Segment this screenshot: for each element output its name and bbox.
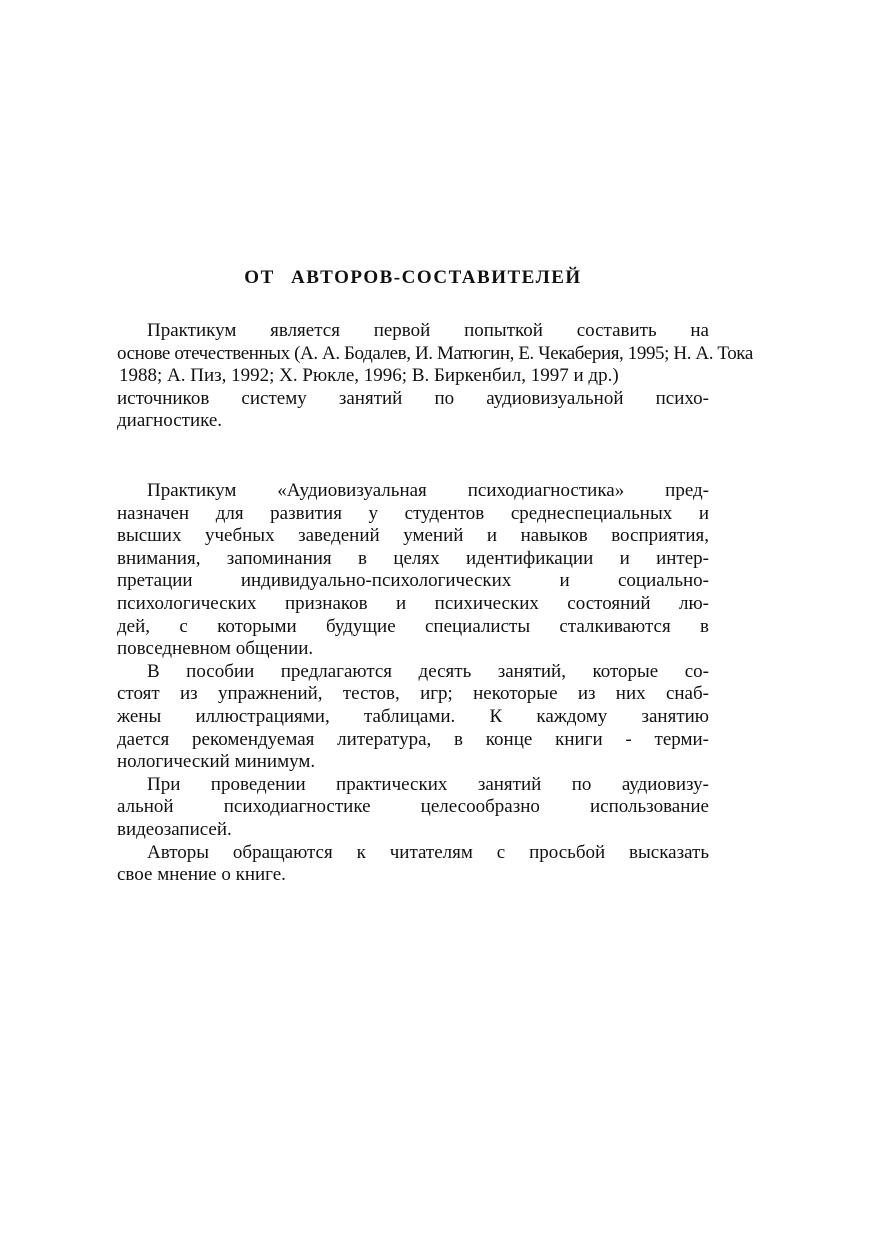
text-line: Практикум является первой попыткой составить на — [147, 320, 709, 341]
text-line: высших учебных заведений умений и навыков восприятия, — [117, 525, 709, 547]
text-line: Авторы обращаются к читателям с просьбой высказать — [147, 841, 709, 863]
text-line: источников систему занятий по аудиовизуальной психо- — [117, 387, 709, 409]
body-text — [117, 480, 709, 887]
intro-paragraph — [117, 320, 753, 433]
text-line: претации индивидуально-психологических и социально- — [117, 570, 709, 592]
text-line: альной психодиагностике целесообразно использование — [117, 796, 709, 818]
text-line: дей, с которыми будущие специалисты сталкиваются в — [117, 615, 709, 637]
text-line: свое мнение о книге. — [117, 864, 286, 886]
text-line: В пособии предлагаются десять занятий, которые со- — [147, 660, 709, 682]
text-line: видеозаписей. — [117, 818, 232, 840]
text-line: повседневном общении. — [117, 638, 314, 660]
text-line: внимания, запоминания в целях идентификации и интер- — [117, 547, 709, 569]
page-title: ОТ АВТОРОВ-СОСТАВИТЕЛЕЙ — [244, 267, 582, 288]
text-line: дается рекомендуемая литература, в конце книги - терми- — [117, 728, 709, 750]
text-line: Практикум «Аудиовизуальная психодиагностика» пред- — [147, 480, 709, 501]
text-line: жены иллюстрациями, таблицами. К каждому занятию — [117, 705, 709, 727]
text-line: назначен для развития у студентов среднеспециальных и — [117, 502, 709, 524]
text-line: 1988; А. Пиз, 1992; Х. Рюкле, 1996; В. Биркенбил, 1997 и др.) — [119, 365, 619, 387]
text-line: основе отечественных (А. А. Бодалев, И. Матюгин, Е. Чекаберия, 1995; Н. А. Тока — [117, 342, 753, 364]
text-line: диагностике. — [117, 410, 223, 432]
text-line: психологических признаков и психических состояний лю- — [117, 592, 709, 614]
text-line: стоят из упражнений, тестов, игр; некоторые из них снаб- — [117, 683, 709, 705]
text-line: При проведении практических занятий по аудиовизу- — [147, 773, 709, 795]
text-line: нологический минимум. — [117, 751, 316, 773]
